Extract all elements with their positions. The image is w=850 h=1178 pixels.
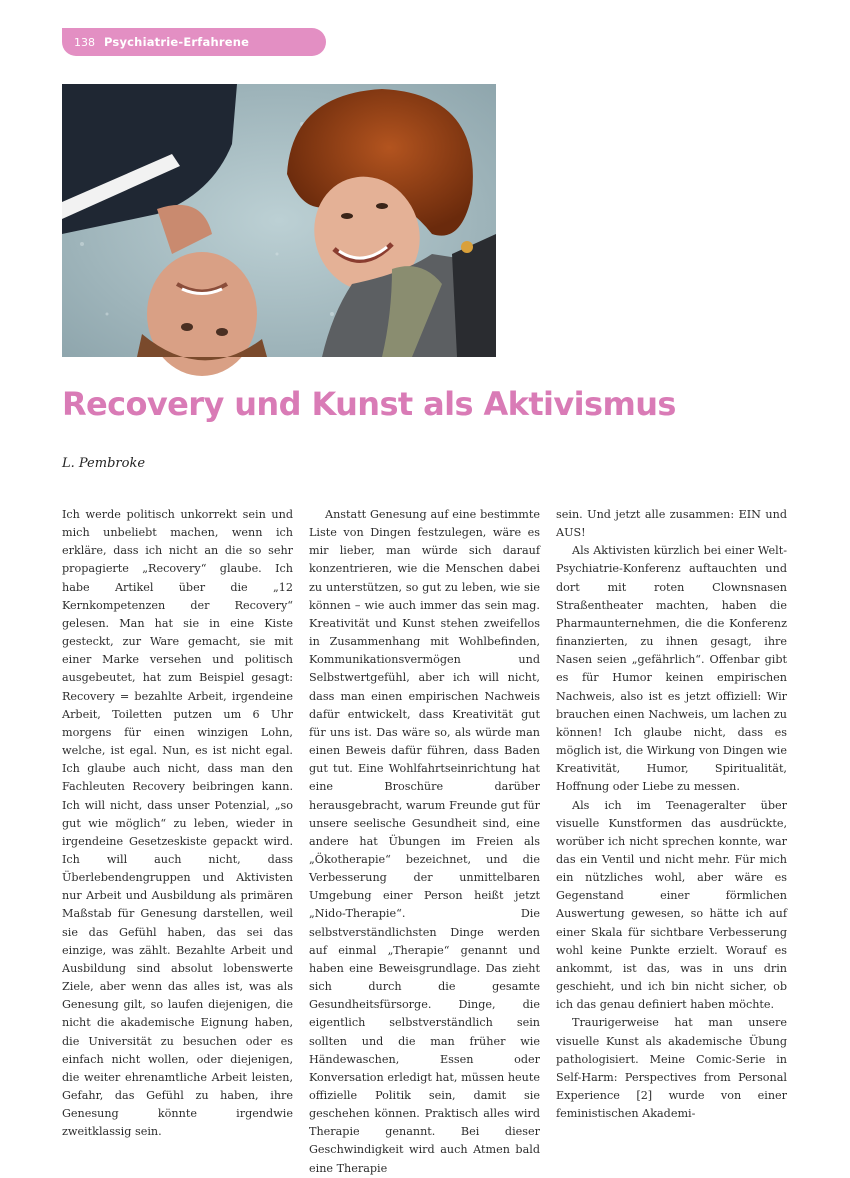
text-column-1: [62, 506, 293, 1141]
paragraph: Als Aktivisten kürzlich bei einer Welt-Psychiatrie-Konferenz auftauchten und dort mit roten Clownsnasen Straßentheater machten, haben die Pharmaunternehmen, die die Konferenz finanzierten, zu ihnen gesagt, ihre Nasen seien „gefährlich“. Offenbar gibt es für Humor keinen empirischen Nachweis, also ist es jetzt offiziell: Wir brauchen einen Nachweis, um lachen zu können! Ich glaube nicht, dass es möglich ist, die Wirkung von Dingen wie Kreativität, Humor, Spiritualität, Hoffnung oder Liebe zu messen.: [556, 544, 787, 794]
text-column-2: [309, 506, 540, 1178]
page-number: 138: [74, 35, 95, 49]
running-header: [62, 28, 326, 56]
paragraph: Als ich im Teenageralter über visuelle Kunstformen das ausdrückte, worüber ich nicht sprechen konnte, war das ein Ventil und nicht mehr. Für mich ein nützliches wohl, aber wäre es Gegenstand einer förmlichen Auswertung gewesen, so hätte ich auf einer Skala für sichtbare Verbesserung wohl keine Punkte erzielt. Worauf es ankommt, ist das, was in uns drin geschieht, und ich bin nicht sicher, ob ich das genau definiert haben möchte.: [556, 798, 787, 1012]
article-photo: [62, 84, 496, 357]
paragraph: Ich werde politisch unkorrekt sein und mich unbeliebt machen, wenn ich erkläre, dass ich nicht an die so sehr propagierte „Recovery“ glaube. Ich habe Artikel über die „12 Kernkompetenzen der Recovery“ gelesen. Man hat sie in eine Kiste gesteckt, zur Ware gemacht, sie mit einer Marke versehen und politisch ausgebeutet, hat zum Beispiel gesagt: Recovery = bezahlte Arbeit, irgendeine Arbeit, Toiletten putzen um 6 Uhr morgens für einen winzigen Lohn, welche, ist egal. Nun, es ist nicht egal. Ich glaube auch nicht, dass man den Fachleuten Recovery beibringen kann. Ich will nicht, dass unser Potenzial, „so gut wie möglich“ zu leben, wieder in irgendeine Gesetzeskiste gepackt wird. Ich will auch nicht, dass Überlebendengruppen und Aktivisten nur Arbeit und Ausbildung als primären Maßstab für Genesung darstellen, weil sie das Gefühl haben, das sei das einzige, was zählt. Bezahlte Arbeit und Ausbildung sind absolut lobenswerte Ziele, aber wenn das alles ist, was als Genesung gilt, so laufen diejenigen, die nicht die akademische Eignung haben, die Universität zu besuchen oder es einfach nicht wollen, oder diejenigen, die weiter ehrenamtliche Arbeit leisten, Gefahr, das Gefühl zu haben, ihre Genesung könnte irgendwie zweitklassig sein.: [62, 508, 293, 1139]
section-title: Psychiatrie-Erfahrene: [104, 35, 250, 49]
paragraph: sein. Und jetzt alle zusammen: EIN und AUS!: [556, 508, 787, 540]
article-title: Recovery und Kunst als Aktivismus: [62, 385, 676, 423]
paragraph: Traurigerweise hat man unsere visuelle Kunst als akademische Übung pathologisiert. Meine Comic-Serie in Self-Harm: Perspectives from Personal Experience [2] wurde von einer feministischen Akademi-: [556, 1016, 787, 1121]
text-column-3: [556, 506, 787, 1123]
article-author: L. Pembroke: [62, 456, 146, 471]
paragraph: Anstatt Genesung auf eine bestimmte Liste von Dingen festzulegen, wäre es mir lieber, man würde sich darauf konzentrieren, wie die Menschen dabei zu unterstützen, so gut zu leben, wie sie können – wie auch immer das sein mag. Kreativität und Kunst stehen zweifellos in Zusammenhang mit Wohlbefinden, Kommunikationsvermögen und Selbstwertgefühl, aber ich will nicht, dass man einen empirischen Nachweis dafür entwickelt, dass Kreativität gut für uns ist. Das wäre so, als würde man einen Beweis dafür führen, dass Baden gut tut. Eine Wohlfahrtseinrichtung hat eine Broschüre darüber herausgebracht, warum Freunde gut für unsere seelische Gesundheit sind, eine andere hat Übungen im Freien als „Ökotherapie“ bezeichnet, und die Verbesserung der unmittelbaren Umgebung einer Person heißt jetzt „Nido-Therapie“. Die selbstverständlichsten Dinge werden auf einmal „Therapie“ genannt und haben eine Beweisgrundlage. Das zieht sich durch die gesamte Gesundheitsfürsorge. Dinge, die eigentlich selbstverständlich sein sollten und die man früher wie Händewaschen, Essen oder Konversation erledigt hat, müssen heute offizielle Politik sein, damit sie geschehen können. Praktisch alles wird Therapie genannt. Bei dieser Geschwindigkeit wird auch Atmen bald eine Therapie: [309, 508, 540, 1175]
